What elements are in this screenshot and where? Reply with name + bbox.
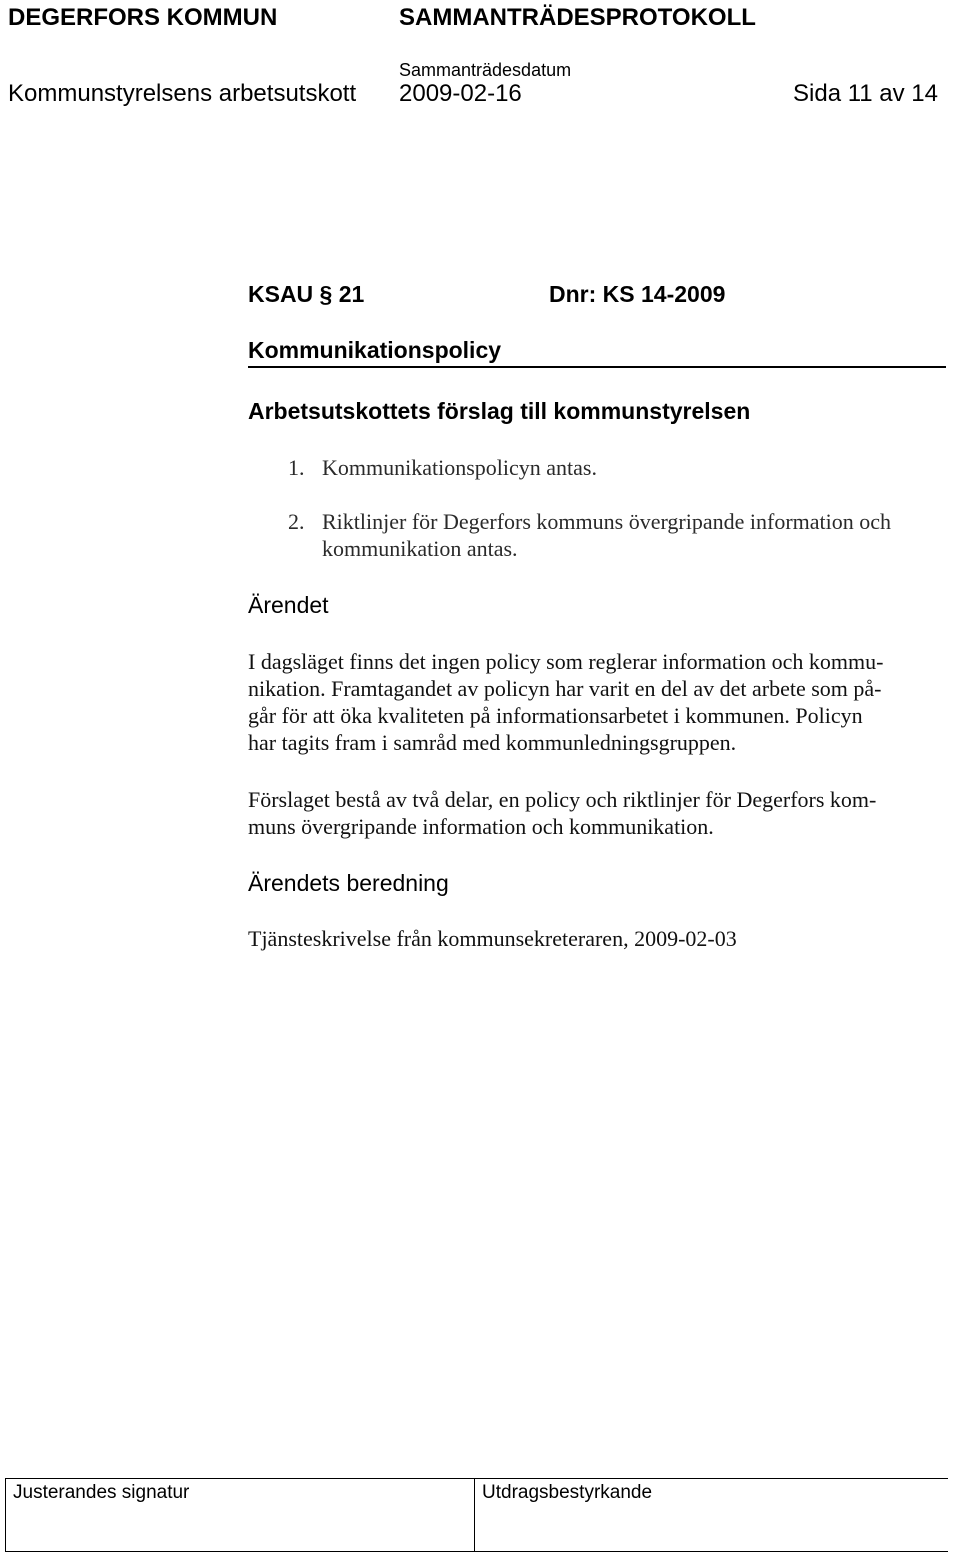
arendet-heading: Ärendet xyxy=(248,592,329,618)
dnr: Dnr: KS 14-2009 xyxy=(549,281,726,307)
utdragsbestyrkande-label: Utdragsbestyrkande xyxy=(482,1482,653,1503)
paragraph-line: Förslaget bestå av två delar, en policy och riktlinjer för Degerfors kom- xyxy=(248,787,877,812)
footer-divider xyxy=(474,1478,475,1552)
paragraph-line: har tagits fram i samråd med kommunledningsgruppen. xyxy=(248,730,737,755)
proposal-item-text: Kommunikationspolicyn antas. xyxy=(322,455,597,480)
item-title: Kommunikationspolicy xyxy=(248,337,502,363)
footer-top-rule xyxy=(5,1478,948,1479)
beredning-text: Tjänsteskrivelse från kommunsekreteraren, 2009-02-03 xyxy=(248,926,737,951)
proposal-item-text: Riktlinjer för Degerfors kommuns övergripande information och xyxy=(322,509,892,534)
proposal-item-text: kommunikation antas. xyxy=(322,536,518,561)
page-number: Sida 11 av 14 xyxy=(793,80,938,107)
paragraph-line: muns övergripande information och kommunikation. xyxy=(248,814,714,839)
proposal-item-number: 1. xyxy=(288,455,305,480)
proposal-heading: Arbetsutskottets förslag till kommunstyrelsen xyxy=(248,398,751,424)
justerandes-signatur-label: Justerandes signatur xyxy=(13,1482,190,1503)
org-name: DEGERFORS KOMMUN xyxy=(8,4,278,31)
meeting-date: 2009-02-16 xyxy=(399,80,522,107)
title-underline xyxy=(248,366,946,368)
proposal-item-number: 2. xyxy=(288,509,305,534)
footer-bottom-rule xyxy=(5,1551,948,1552)
committee-name: Kommunstyrelsens arbetsutskott xyxy=(8,80,357,107)
document-type: SAMMANTRÄDESPROTOKOLL xyxy=(399,4,756,31)
paragraph-line: går för att öka kvaliteten på informationsarbetet i kommunen. Policyn xyxy=(248,703,863,728)
beredning-heading: Ärendets beredning xyxy=(248,870,449,896)
paragraph-number: KSAU § 21 xyxy=(248,281,365,307)
footer-left-border xyxy=(5,1478,6,1552)
date-label: Sammanträdesdatum xyxy=(399,60,572,80)
paragraph-line: I dagsläget finns det ingen policy som reglerar information och kommu- xyxy=(248,649,884,674)
paragraph-line: nikation. Framtagandet av policyn har varit en del av det arbete som på- xyxy=(248,676,882,701)
